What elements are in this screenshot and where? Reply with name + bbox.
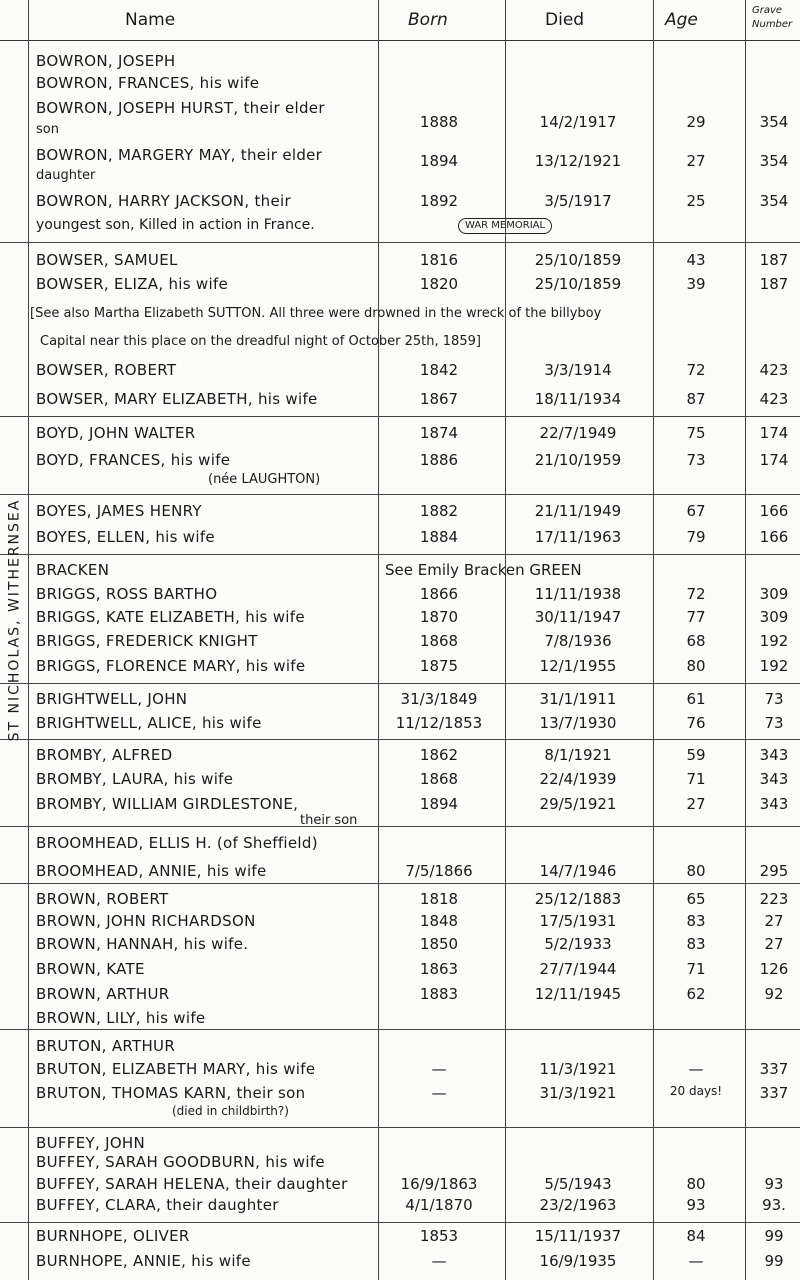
row-continuation: son bbox=[36, 122, 59, 137]
maiden-name-note: (née LAUGHTON) bbox=[208, 472, 321, 487]
group-divider bbox=[0, 883, 800, 884]
see-also-reference: See Emily Bracken GREEN bbox=[385, 561, 582, 579]
row-continuation: daughter bbox=[36, 168, 96, 183]
group-divider bbox=[0, 826, 800, 827]
column-rule bbox=[505, 0, 506, 1280]
war-memorial-badge: WAR MEMORIAL bbox=[458, 218, 552, 234]
cross-reference-note: Capital near this place on the dreadful night of October 25th, 1859] bbox=[40, 334, 481, 349]
group-divider bbox=[0, 554, 800, 555]
churchyard-label: ST NICHOLAS, WITHERNSEA bbox=[6, 498, 22, 742]
header-grave-number: Grave Number bbox=[752, 5, 793, 30]
column-rule bbox=[28, 0, 29, 1280]
row-continuation: (died in childbirth?) bbox=[172, 1104, 289, 1118]
header-name: Name bbox=[125, 10, 176, 30]
column-rule bbox=[745, 0, 746, 1280]
header-died: Died bbox=[545, 10, 585, 30]
cross-reference-note: [See also Martha Elizabeth SUTTON. All three were drowned in the wreck of the billyboy bbox=[30, 306, 602, 321]
group-divider bbox=[0, 416, 800, 417]
group-divider bbox=[0, 683, 800, 684]
group-divider bbox=[0, 1029, 800, 1030]
group-divider bbox=[0, 494, 800, 495]
group-divider bbox=[0, 242, 800, 243]
header-born: Born bbox=[408, 10, 448, 30]
column-rule bbox=[653, 0, 654, 1280]
row-continuation: their son bbox=[300, 813, 358, 828]
row-continuation: youngest son, Killed in action in France. bbox=[36, 217, 315, 233]
register-page: Name Born Died Age Grave Number ST NICHOLAS, WITHERNSEA BOWRON, JOSEPH BOWRON, FRANCES, his wife BOWRON, JOSEPH HURST, their elder 1888 14/2/1917 29 354 son BOWRON, MARGERY MAY, their elder 1894 13/12/1921 27 354 daughter BOWRON, HARRY JACKSON, their 1892 3/5/1917 25 354 youngest son, Killed in action in France. WAR MEMORIAL BOWSER, SAMUEL 1816 25/10/1859 43 187 BOWSER, ELIZA, his wife 1820 25/10/1859 39 187 [See also Martha Elizabeth SUTTON. All three were drowned in the wreck of the billyboy Capital near this place on the dreadful night of October 25th, 1859] BOWSER, ROBERT 1842 3/3/1914 72 423 BOWSER, MARY ELIZABETH, his wife 1867 18/11/1934 87 423 BOYD, JOHN WALTER 1874 22/7/1949 75 174 BOYD, FRANCES, his wife 1886 21/10/1959 73 174 (née LAUGHTON) BOYES, JAMES HENRY 1882 21/11/1949 67 166 BOYES, ELLEN, his wife 1884 17/11/1963 79 166 BRACKEN See Emily Bracken GREEN BRIGGS, ROSS BARTHO 1866 11/11/1938 72 309 BRIGGS, KATE ELIZABETH, his wife 1870 30/11/1947 77 309 BRIGGS, FREDERICK KNIGHT 1868 7/8/1936 68 192 BRIGGS, FLORENCE MARY, his wife 1875 12/1/1955 80 192 BRIGHTWELL, JOHN 31/3/1849 31/1/1911 61 73 BRIGHTWELL, ALICE, his wife 11/12/1853 13/7/1930 76 73 BROMBY, ALFRED 1862 8/1/1921 59 343 BROMBY, LAURA, his wife 1868 22/4/1939 71 343 BROMBY, WILLIAM GIRDLESTONE, 1894 29/5/1921 27 343 their son BROOMHEAD, ELLIS H. (of Sheffield) BROOMHEAD, ANNIE, his wife 7/5/1866 14/7/1946 80 295 BROWN, ROBERT 1818 25/12/1883 65 223 BROWN, JOHN RICHARDSON 1848 17/5/1931 83 27 BROWN, HANNAH, his wife. 1850 5/2/1933 83 27 BROWN, KATE 1863 27/7/1944 71 126 BROWN, ARTHUR 1883 12/11/1945 62 92 BROWN, LILY, his wife BRUTON, ARTHUR BRUTON, ELIZABETH MARY, his wife — 11/3/1921 — 337 BRUTON, THOMAS KARN, their son — 31/3/1921 20 days! 337 (died in childbirth?) BUFFEY, JOHN BUFFEY, SARAH GOODBURN, his wife BUFFEY, SARAH HELENA, their daughter 16/9/1863 5/5/1943 80 93 BUFFEY, CLARA, their daughter 4/1/1870 23/2/1963 93 93. BURNHOPE, OLIVER 1853 15/11/1937 84 99 BURNHOPE, ANNIE, his wife — 16/9/1935 — 99 bbox=[0, 0, 800, 1280]
group-divider bbox=[0, 739, 800, 740]
header-age: Age bbox=[665, 10, 698, 30]
group-divider bbox=[0, 1222, 800, 1223]
column-header-row bbox=[0, 0, 800, 41]
group-divider bbox=[0, 1127, 800, 1128]
